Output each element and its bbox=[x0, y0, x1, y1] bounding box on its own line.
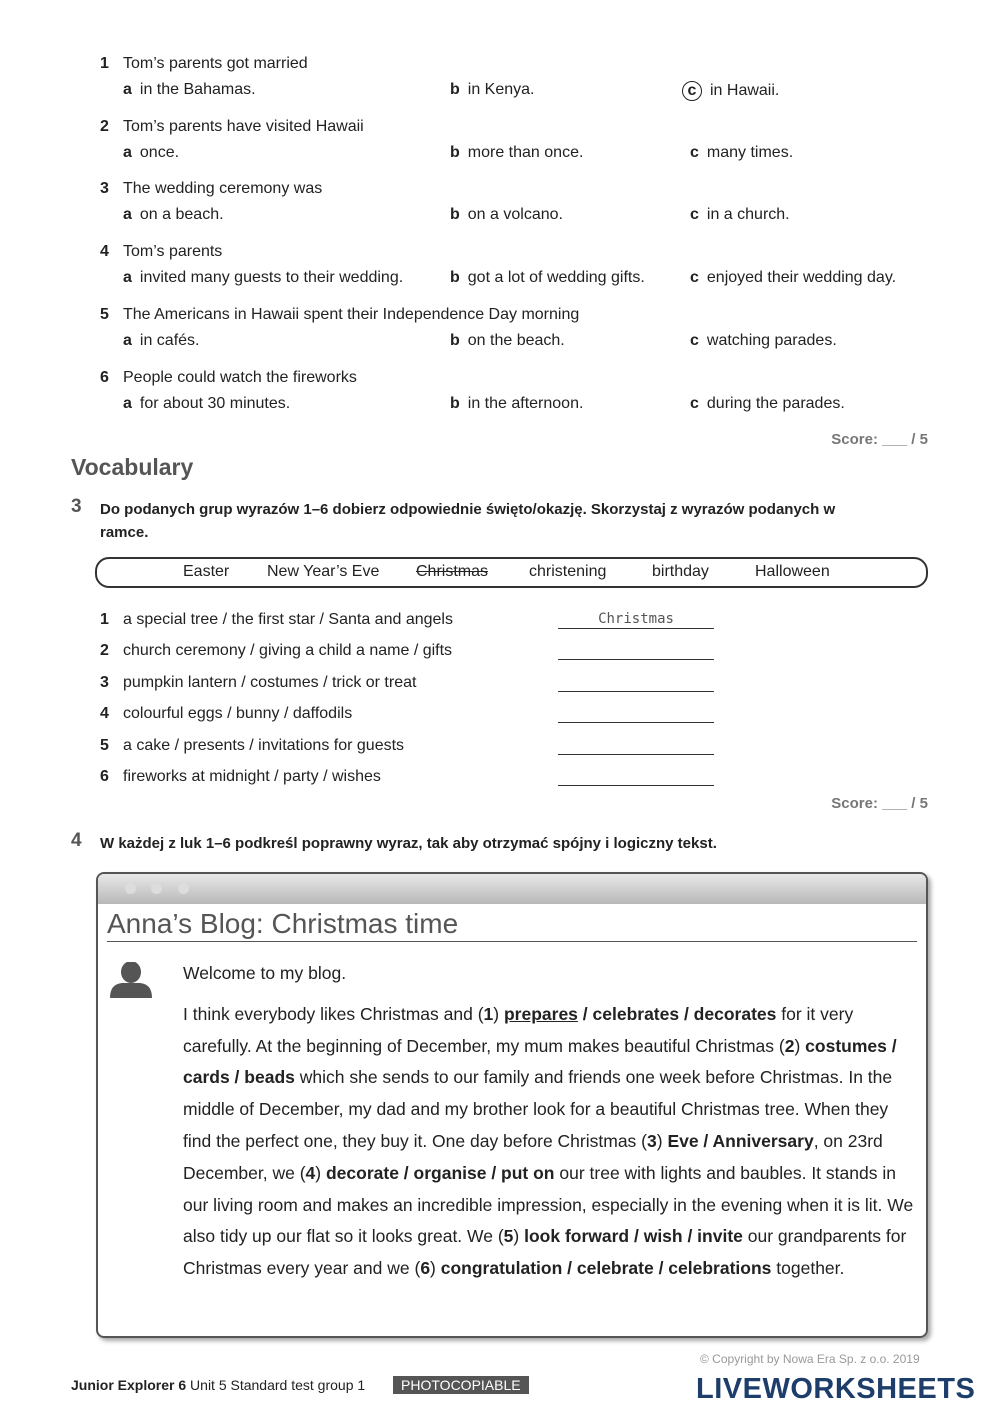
score-task2: Score: ___ / 5 bbox=[831, 431, 928, 448]
option-letter: a bbox=[123, 394, 132, 412]
item-clues: church ceremony / giving a child a name / gifts bbox=[123, 642, 453, 660]
answer-field[interactable] bbox=[558, 674, 714, 692]
question-stem: Tom’s parents have visited Hawaii bbox=[123, 117, 364, 135]
blog-window bbox=[96, 872, 928, 1338]
blog-text: for it very carefully. At the beginning of December, my mum makes beautiful Christmas ( bbox=[183, 1003, 854, 1056]
blog-text: ) bbox=[430, 1258, 441, 1279]
item-clues: fireworks at midnight / party / wishes bbox=[123, 768, 381, 785]
option-c[interactable] bbox=[690, 269, 896, 287]
blog-paragraph bbox=[183, 999, 918, 1285]
footer bbox=[71, 1376, 529, 1394]
item-number: 1 bbox=[100, 611, 109, 628]
option-letter: b bbox=[450, 269, 460, 287]
gap-choice[interactable]: costumes / cards / beads bbox=[183, 1035, 897, 1088]
question-stem: People could watch the fireworks bbox=[123, 368, 357, 386]
option-letter: a bbox=[123, 331, 132, 349]
option-text: in Hawaii. bbox=[710, 82, 780, 99]
circled-letter: c bbox=[682, 81, 702, 101]
option-c[interactable] bbox=[682, 81, 779, 101]
option-letter: a bbox=[123, 269, 132, 287]
option-text: once. bbox=[139, 143, 180, 161]
option-c[interactable] bbox=[690, 206, 790, 224]
option-c[interactable] bbox=[690, 395, 845, 413]
answer-field[interactable]: Christmas bbox=[558, 611, 714, 629]
blog-text: ) bbox=[656, 1130, 668, 1151]
item-clues: a cake / presents / invitations for guests bbox=[123, 736, 405, 754]
item-clues: colourful eggs / bunny / daffodils bbox=[123, 705, 353, 723]
blog-body bbox=[183, 958, 918, 1294]
item-number: 6 bbox=[100, 768, 109, 785]
question-number: 2 bbox=[100, 117, 109, 135]
option-letter: b bbox=[450, 206, 460, 224]
blog-text: ) bbox=[513, 1226, 525, 1247]
option-letter: a bbox=[123, 81, 132, 98]
answer-field[interactable] bbox=[558, 705, 714, 723]
option-text: enjoyed their wedding day. bbox=[706, 269, 897, 287]
gap-choice: 4 bbox=[305, 1162, 316, 1183]
section-heading-vocabulary: Vocabulary bbox=[71, 454, 194, 480]
option-text: got a lot of wedding gifts. bbox=[467, 269, 645, 287]
option-text: watching parades. bbox=[706, 331, 837, 349]
option-c[interactable] bbox=[690, 332, 837, 350]
liveworksheets-logo: LIVEWORKSHEETS bbox=[696, 1373, 976, 1405]
blog-title: Anna’s Blog: Christmas time bbox=[107, 908, 917, 942]
copyright: © Copyright by Nowa Era Sp. z o.o. 2019 bbox=[700, 1352, 920, 1366]
question-number: 5 bbox=[100, 305, 109, 323]
option-b[interactable] bbox=[450, 332, 565, 350]
blog-text: ) bbox=[794, 1035, 806, 1056]
score-task3: Score: ___ / 5 bbox=[831, 795, 928, 812]
option-letter: b bbox=[450, 331, 460, 349]
gap-choice[interactable]: look forward / wish / invite bbox=[524, 1226, 743, 1247]
task-4 bbox=[71, 832, 871, 855]
question-stem: The Americans in Hawaii spent their Independence Day morning bbox=[123, 305, 580, 323]
option-letter: c bbox=[690, 394, 699, 412]
option-text: many times. bbox=[706, 143, 794, 161]
word-box-item: Halloween bbox=[755, 563, 830, 580]
option-text: invited many guests to their wedding. bbox=[139, 269, 404, 287]
window-dot-icon bbox=[178, 883, 189, 894]
option-a[interactable] bbox=[123, 332, 200, 350]
option-letter: b bbox=[450, 81, 460, 98]
option-a[interactable] bbox=[123, 269, 403, 287]
option-letter: a bbox=[123, 206, 132, 224]
blog-text: which she sends to our family and friends one week before Christmas. In the middle of December, my dad and my brother look for a beautiful Christmas tree. When they find the perfect one, they buy it. One day before Christmas ( bbox=[183, 1067, 893, 1151]
option-text: in the Bahamas. bbox=[139, 81, 256, 98]
item-clues: pumpkin lantern / costumes / trick or treat bbox=[123, 673, 417, 691]
option-c[interactable] bbox=[690, 144, 793, 162]
window-dot-icon bbox=[151, 883, 162, 894]
blog-text: I think everybody likes Christmas and ( bbox=[183, 1003, 484, 1024]
option-text: for about 30 minutes. bbox=[139, 394, 291, 412]
option-text: on a beach. bbox=[139, 206, 224, 224]
question-stem: The wedding ceremony was bbox=[123, 180, 323, 198]
blog-welcome: Welcome to my blog. bbox=[183, 963, 347, 983]
gap-choice[interactable]: decorate / organise / put on bbox=[325, 1162, 555, 1183]
word-box-item: New Year’s Eve bbox=[267, 563, 380, 580]
blog-text: ) bbox=[493, 1003, 504, 1024]
option-b[interactable] bbox=[450, 81, 535, 99]
option-letter: c bbox=[690, 143, 699, 161]
task-3 bbox=[71, 498, 871, 544]
gap-choice: 2 bbox=[784, 1035, 795, 1056]
item-number: 2 bbox=[100, 642, 109, 660]
option-a[interactable] bbox=[123, 395, 290, 413]
option-a[interactable] bbox=[123, 144, 179, 162]
word-box-item: Easter bbox=[183, 563, 230, 580]
answer-field[interactable] bbox=[558, 642, 714, 660]
option-letter: b bbox=[450, 143, 460, 161]
task-number: 4 bbox=[71, 830, 82, 851]
option-letter: a bbox=[123, 143, 132, 161]
option-text: more than once. bbox=[467, 143, 584, 161]
underlined-answer[interactable]: prepares bbox=[503, 1003, 578, 1024]
item-number: 4 bbox=[100, 705, 109, 723]
option-b[interactable] bbox=[450, 144, 583, 162]
word-box-item-used: Christmas bbox=[416, 563, 489, 580]
gap-choice[interactable]: congratulation / celebrate / celebrations bbox=[440, 1258, 772, 1279]
option-text: in the afternoon. bbox=[467, 394, 584, 412]
footer-subtitle: Unit 5 Standard test group 1 bbox=[190, 1377, 366, 1393]
question-number: 4 bbox=[100, 243, 109, 261]
option-a[interactable] bbox=[123, 206, 224, 224]
question-stem: Tom’s parents got married bbox=[123, 55, 308, 72]
option-letter: c bbox=[690, 269, 699, 287]
question-number: 3 bbox=[100, 180, 109, 198]
question-stem: Tom’s parents bbox=[123, 243, 223, 261]
option-text: in cafés. bbox=[139, 331, 200, 349]
question-number: 6 bbox=[100, 368, 109, 386]
item-number: 3 bbox=[100, 673, 109, 691]
option-text: on the beach. bbox=[467, 331, 565, 349]
gap-choice: 5 bbox=[503, 1226, 514, 1247]
word-box bbox=[95, 557, 928, 588]
user-avatar-icon bbox=[108, 962, 154, 998]
window-titlebar bbox=[98, 874, 926, 904]
option-b[interactable] bbox=[450, 206, 563, 224]
blog-text: our grandparents for Christmas every year and we ( bbox=[183, 1226, 907, 1279]
photocopiable-badge: PHOTOCOPIABLE bbox=[393, 1376, 529, 1394]
task-instruction: Do podanych grup wyrazów 1–6 dobierz odpowiednie święto/okazję. Skorzystaj z wyrazów podanych w ramce. bbox=[100, 501, 836, 541]
task-instruction: W każdej z luk 1–6 podkreśl poprawny wyraz, tak aby otrzymać spójny i logiczny tekst. bbox=[100, 835, 717, 852]
blog-text: our tree with lights and baubles. It stands in our living room and makes an incredible impression, especially in the evening when it is lit. We also tidy up our flat so it looks great. We ( bbox=[183, 1162, 914, 1247]
blog-text: together. bbox=[771, 1258, 845, 1279]
word-box-item: birthday bbox=[652, 563, 709, 580]
gap-choice: 1 bbox=[483, 1003, 494, 1024]
item-clues: a special tree / the first star / Santa and angels bbox=[123, 611, 453, 628]
task-number: 3 bbox=[71, 496, 82, 517]
gap-choice: 3 bbox=[647, 1130, 657, 1151]
question-number: 1 bbox=[100, 55, 109, 72]
option-letter: c bbox=[690, 206, 699, 224]
option-a[interactable] bbox=[123, 81, 256, 99]
option-b[interactable] bbox=[450, 269, 645, 287]
option-b[interactable] bbox=[450, 395, 583, 413]
option-text: in a church. bbox=[706, 206, 790, 224]
blog-text: , on 23rd December, we ( bbox=[183, 1130, 883, 1183]
option-text: on a volcano. bbox=[467, 206, 563, 224]
answer-field[interactable] bbox=[558, 768, 714, 786]
gap-choice[interactable]: Eve / Anniversary bbox=[667, 1130, 814, 1151]
gap-choice: 6 bbox=[420, 1258, 431, 1279]
footer-book-title: Junior Explorer 6 bbox=[71, 1377, 187, 1393]
window-dot-icon bbox=[125, 883, 136, 894]
blog-text: ) bbox=[315, 1162, 326, 1183]
item-number: 5 bbox=[100, 736, 109, 754]
option-text: in Kenya. bbox=[467, 81, 535, 98]
gap-choice[interactable]: / celebrates / decorates bbox=[577, 1003, 777, 1024]
answer-field[interactable] bbox=[558, 737, 714, 755]
option-letter: c bbox=[690, 331, 699, 349]
option-text: during the parades. bbox=[706, 394, 845, 412]
word-box-item: christening bbox=[529, 563, 607, 580]
option-letter: b bbox=[450, 394, 460, 412]
